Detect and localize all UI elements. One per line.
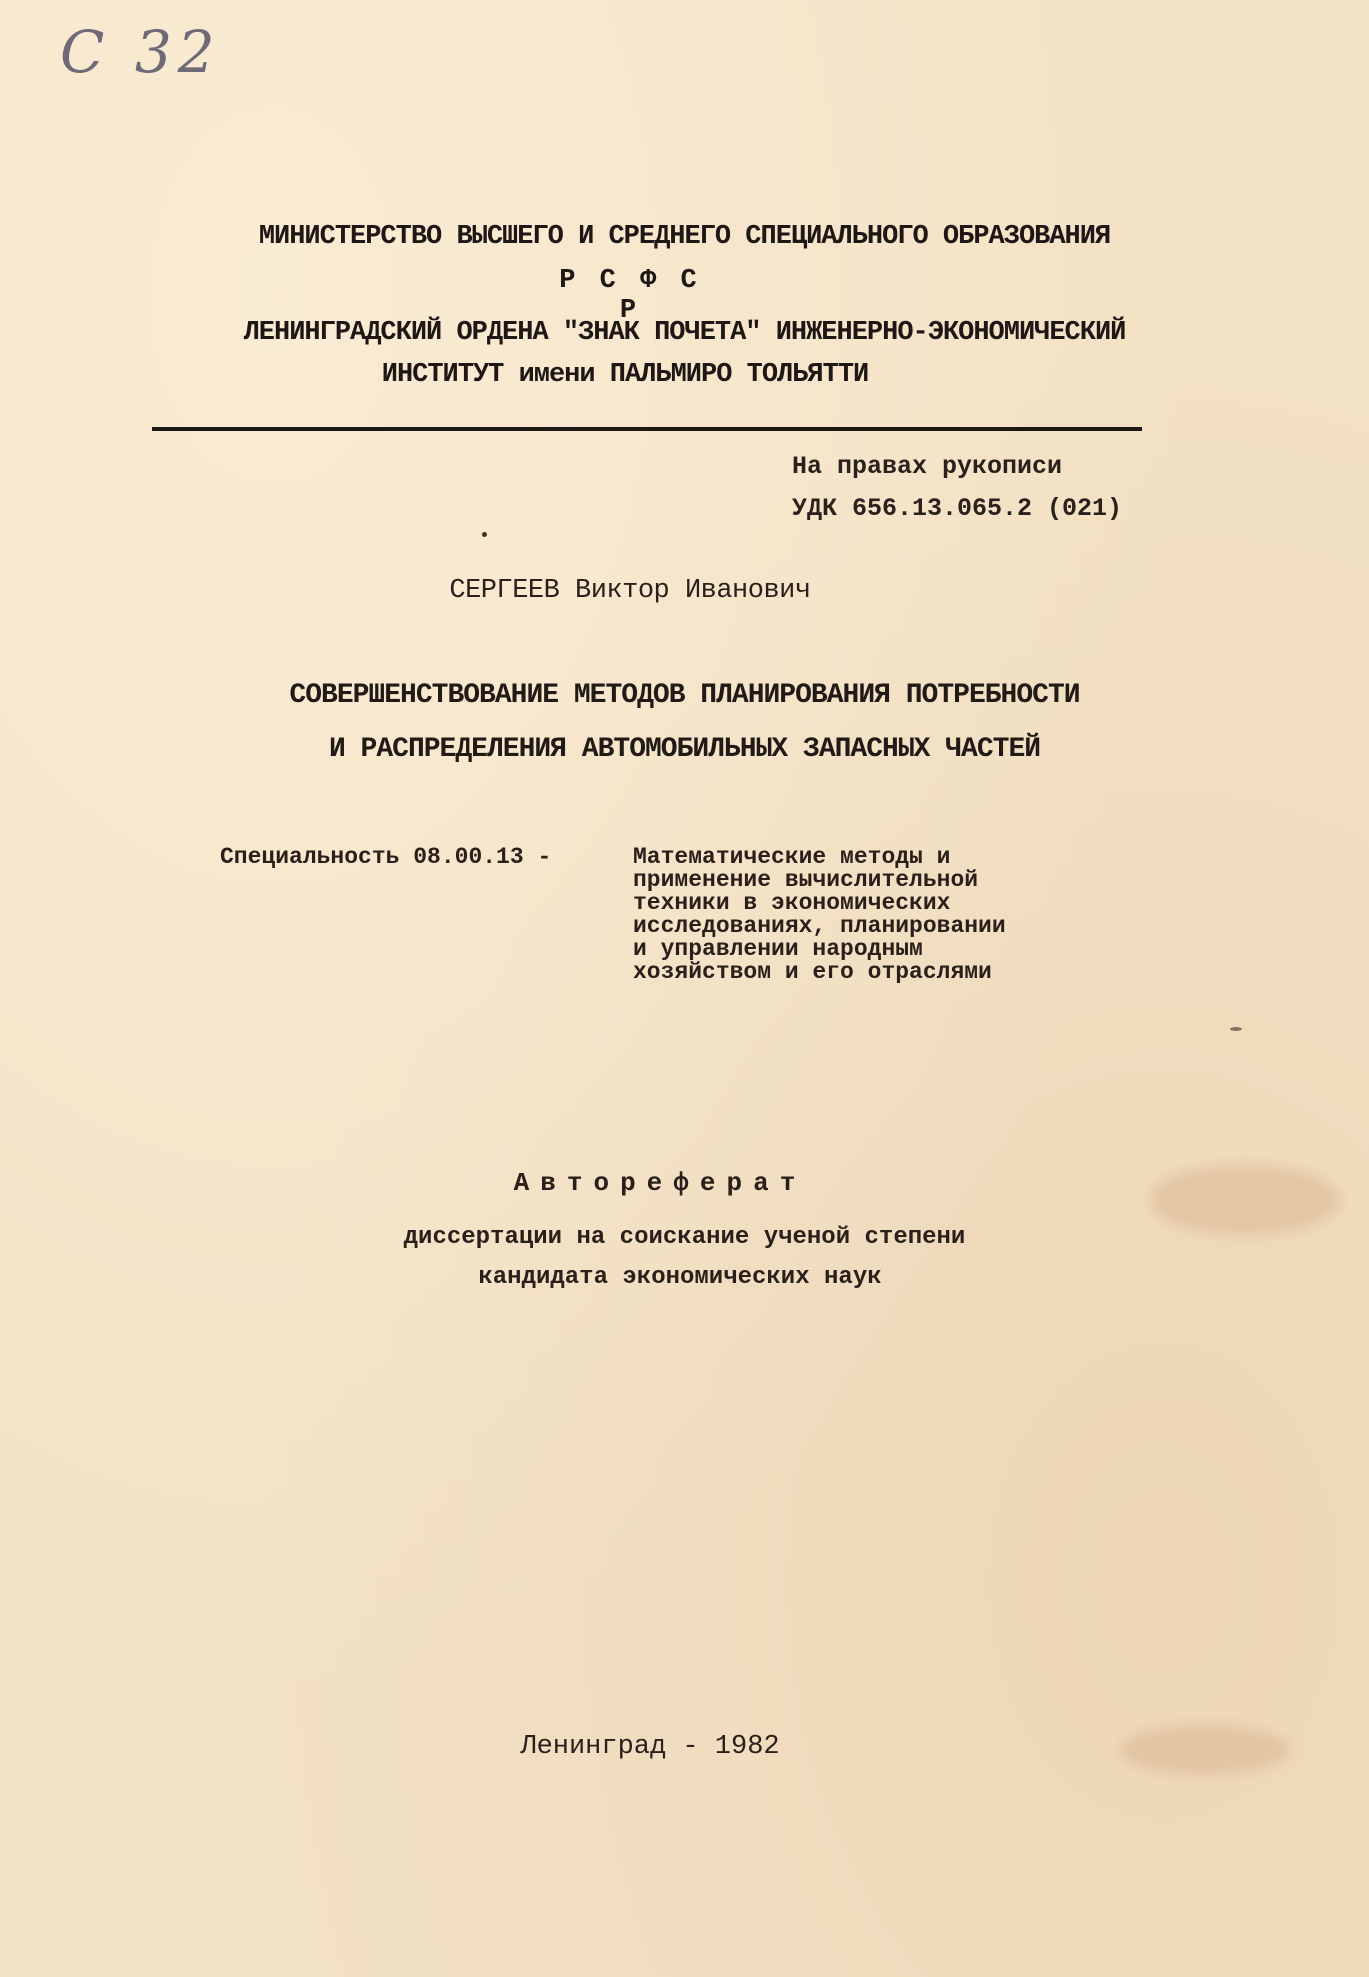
manuscript-rights-note: На правах рукописи	[792, 452, 1063, 481]
specialty-line: применение вычислительной	[633, 867, 979, 893]
document-type: Автореферат	[513, 1168, 807, 1198]
city-year: Ленинград - 1982	[520, 1732, 780, 1762]
author-name: СЕРГЕЕВ Виктор Иванович	[449, 576, 811, 606]
paper-speck	[482, 532, 487, 537]
specialty-line: техники в экономических	[633, 890, 951, 916]
udc-code: УДК 656.13.065.2 (021)	[792, 494, 1123, 523]
specialty-label: Специальность 08.00.13 -	[220, 844, 552, 870]
degree-line2: кандидата экономических наук	[478, 1264, 882, 1291]
paper-stain	[1120, 1725, 1290, 1775]
republic-heading: Р С Ф С Р	[559, 266, 701, 326]
specialty-line: Математические методы и	[633, 844, 951, 870]
dissertation-title-line2: И РАСПРЕДЕЛЕНИЯ АВТОМОБИЛЬНЫХ ЗАПАСНЫХ ЧАСТЕЙ	[328, 734, 1041, 765]
specialty-line: хозяйством и его отраслями	[633, 959, 992, 985]
institute-heading-line1: ЛЕНИНГРАДСКИЙ ОРДЕНА "ЗНАК ПОЧЕТА" ИНЖЕНЕРНО-ЭКОНОМИЧЕСКИЙ	[243, 318, 1126, 348]
degree-line1: диссертации на соискание ученой степени	[403, 1224, 966, 1251]
paper-speck	[1230, 1027, 1242, 1031]
header-divider	[152, 427, 1142, 431]
paper-stain	[1150, 1165, 1340, 1235]
ministry-heading: МИНИСТЕРСТВО ВЫСШЕГО И СРЕДНЕГО СПЕЦИАЛЬНОГО ОБРАЗОВАНИЯ	[258, 222, 1111, 252]
specialty-line: исследованиях, планировании	[633, 913, 1006, 939]
specialty-line: и управлении народным	[633, 936, 923, 962]
institute-heading-line2: ИНСТИТУТ имени ПАЛЬМИРО ТОЛЬЯТТИ	[381, 360, 869, 390]
dissertation-title-line1: СОВЕРШЕНСТВОВАНИЕ МЕТОДОВ ПЛАНИРОВАНИЯ ПОТРЕБНОСТИ	[289, 680, 1080, 711]
specialty-description	[633, 846, 1006, 984]
handwritten-archive-mark: С 32	[60, 18, 221, 86]
